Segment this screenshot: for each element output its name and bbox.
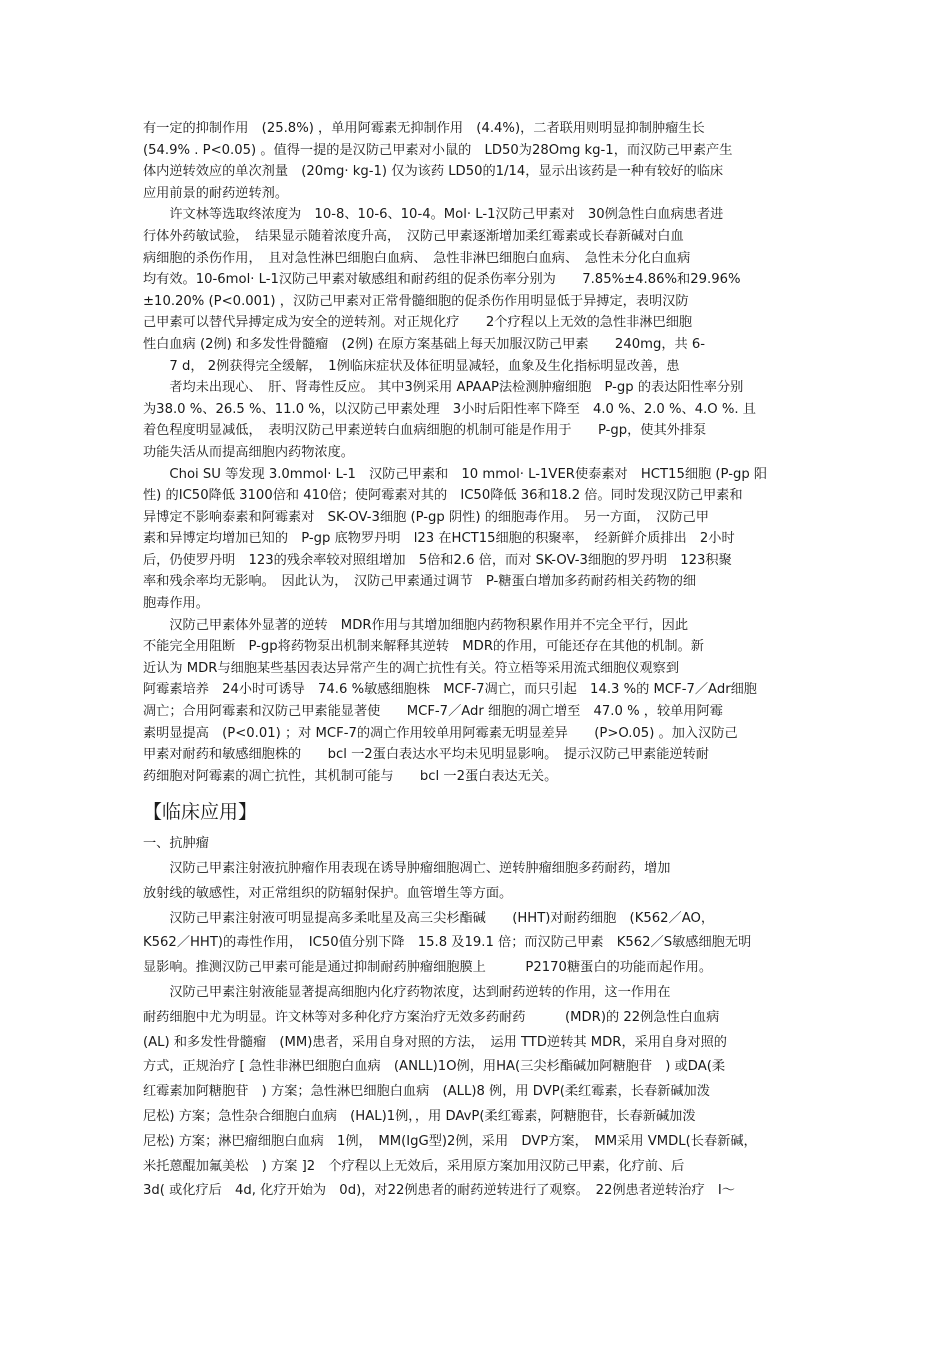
paragraph — [143, 615, 811, 788]
text-line: (54.9% . P<0.05) 。值得一提的是汉防己甲素对小鼠的 LD50为28Omg kg-1，而汉防己甲素产生 — [143, 142, 733, 158]
text-line: 均有效。10-6mol· L-1汉防己甲素对敏感组和耐药组的促杀伤率分别为 7.85%±4.86%和29.96% — [143, 272, 741, 288]
text-line: 米托蒽醌加氟美松 ) 方案 ]2 个疗程以上无效后，采用原方案加用汉防己甲素，化疗前、后 — [143, 1158, 685, 1174]
text-line: ±10.20% (P<0.001) ，汉防己甲素对正常骨髓细胞的促杀伤作用明显低于异搏定，表明汉防 — [143, 293, 689, 309]
text-line: 红霉素加阿糖胞苷 ) 方案；急性淋巴细胞白血病 (ALL)8 例，用 DVP(柔红霉素，长春新碱加泼 — [143, 1084, 710, 1100]
section-heading: 【临床应用】 — [143, 801, 258, 824]
text-line: 素明显提高 (P<0.01) ；对 MCF-7的凋亡作用较单用阿霉素无明显差异 (P>O.05) 。加入汉防己 — [143, 725, 738, 741]
body-section-2 — [143, 857, 811, 1204]
text-line: 近认为 MDR与细胞某些基因表达异常产生的凋亡抗性有关。符立梧等采用流式细胞仪观察到 — [143, 660, 680, 676]
text-line: 率和残余率均无影响。 因此认为， 汉防己甲素通过调节 P-糖蛋白增加多药耐药相关药物的细 — [143, 574, 697, 590]
text-line: 汉防己甲素注射液可明显提高多柔吡星及高三尖杉酯碱 (HHT)对耐药细胞 (K562／AO， — [143, 910, 715, 926]
text-line: 方式，正规治疗 [ 急性非淋巴细胞白血病 (ANLL)1O例，用HA(三尖杉酯碱加阿糖胞苷 ) 或DA(柔 — [143, 1059, 726, 1075]
text-line: 7 d， 2例获得完全缓解， 1例临床症状及体征明显减轻，血象及生化指标明显改善，患 — [143, 358, 680, 374]
paragraph — [143, 118, 811, 204]
text-line: 许文林等选取终浓度为 10-8、10-6、10-4。Mol· L-1汉防己甲素对 30例急性白血病患者进 — [143, 207, 724, 223]
text-line: K562／HHT)的毒性作用， IC50值分别下降 15.8 及19.1 倍；而汉防己甲素 K562／S敏感细胞无明 — [143, 935, 752, 951]
text-line: 尼松) 方案；急性杂合细胞白血病 (HAL)1例，，用 DAvP(柔红霉素，阿糖胞苷，长春新碱加泼 — [143, 1108, 696, 1124]
text-line: 异博定不影响泰素和阿霉素对 SK-OV-3细胞 (P-gp 阴性) 的细胞毒作用。 另一方面， 汉防己甲 — [143, 509, 709, 525]
text-line: 素和异博定均增加已知的 P-gp 底物罗丹明 l23 在HCT15细胞的积聚率， 经新鲜介质排出 2小时 — [143, 531, 735, 547]
text-line: 着色程度明显减低， 表明汉防己甲素逆转白血病细胞的机制可能是作用于 P-gp，使其外排泵 — [143, 423, 707, 439]
text-line: 药细胞对阿霉素的凋亡抗性，其机制可能与 bcl 一2蛋白表达无关。 — [143, 768, 558, 784]
text-line: 阿霉素培养 24小时可诱导 74.6 %敏感细胞株 MCF-7凋亡，而只引起 14.3 %的 MCF-7／Adr细胞 — [143, 682, 757, 698]
paragraph — [143, 981, 811, 1204]
text-line: 性) 的IC50降低 3100倍和 410倍；使阿霉素对其的 IC50降低 36和18.2 倍。同时发现汉防己甲素和 — [143, 488, 743, 504]
text-line: 体内逆转效应的单次剂量 (20mg· kg-1) 仅为该药 LD50的1/14，显示出该药是一种有较好的临床 — [143, 164, 724, 180]
text-line: 为38.0 %、26.5 %、11.0 %，以汉防己甲素处理 3小时后阳性率下降至 4.0 %、2.0 %、4.O %. 且 — [143, 401, 756, 417]
paragraph — [143, 857, 811, 907]
text-line: 放射线的敏感性，对正常组织的防辐射保护。血管增生等方面。 — [143, 885, 513, 901]
text-line: 甲素对耐药和敏感细胞株的 bcl 一2蛋白表达水平均未见明显影响。 提示汉防己甲素能逆转耐 — [143, 747, 709, 763]
body-section-1 — [143, 118, 811, 787]
text-line: 耐药细胞中尤为明显。许文林等对多种化疗方案治疗无效多药耐药 (MDR)的 22例急性白血病 — [143, 1009, 720, 1025]
text-line: 有一定的抑制作用 (25.8%) ，单用阿霉素无抑制作用 (4.4%)，二者联用则明显抑制肿瘤生长 — [143, 121, 705, 136]
text-line: 3d( 或化疗后 4d, 化疗开始为 0d)，对22例患者的耐药逆转进行了观察。 22例患者逆转治疗 I～ — [143, 1183, 735, 1199]
text-line: 汉防己甲素注射液能显著提高细胞内化疗药物浓度，达到耐药逆转的作用，这一作用在 — [143, 984, 671, 1000]
subsection-heading: 一、抗肿瘤 — [143, 836, 209, 852]
text-line: 者均未出现心、 肝、肾毒性反应。 其中3例采用 APAAP法检测肿瘤细胞 P-gp 的表达阳性率分别 — [143, 380, 744, 396]
text-line: 应用前景的耐药逆转剂。 — [143, 185, 289, 201]
paragraph — [143, 907, 811, 981]
text-line: 功能失活从而提高细胞内药物浓度。 — [143, 444, 354, 460]
document-page — [143, 118, 811, 1204]
text-line: (AL) 和多发性骨髓瘤 (MM)患者，采用自身对照的方法， 运用 TTD逆转其 MDR，采用自身对照的 — [143, 1034, 727, 1050]
text-line: Choi SU 等发现 3.0mmol· L-1 汉防己甲素和 10 mmol· L-1VER使泰素对 HCT15细胞 (P-gp 阳 — [143, 466, 768, 482]
text-line: 显影响。推测汉防己甲素可能是通过抑制耐药肿瘤细胞膜上 P2170糖蛋白的功能而起作用。 — [143, 960, 713, 976]
text-line: 不能完全用阻断 P-gp将药物泵出机制来解释其逆转 MDR的作用，可能还存在其他的机制。新 — [143, 639, 704, 655]
text-line: 汉防己甲素体外显著的逆转 MDR作用与其增加细胞内药物积累作用并不完全平行，因此 — [143, 617, 689, 633]
text-line: 后，仍使罗丹明 123的残余率较对照组增加 5倍和2.6 倍，而对 SK-OV-3细胞的罗丹明 123积聚 — [143, 552, 732, 568]
text-line: 尼松) 方案；淋巴瘤细胞白血病 1例， MM(IgG型)2例，采用 DVP方案， MM采用 VMDL(长春新碱， — [143, 1133, 757, 1149]
paragraph — [143, 464, 811, 615]
text-line: 己甲素可以替代异搏定成为安全的逆转剂。对正规化疗 2个疗程以上无效的急性非淋巴细胞 — [143, 315, 693, 331]
text-line: 性白血病 (2例) 和多发性骨髓瘤 (2例) 在原方案基础上每天加服汉防己甲素 240mg，共 6- — [143, 336, 706, 352]
paragraph — [143, 204, 811, 463]
text-line: 凋亡；合用阿霉素和汉防己甲素能显著使 MCF-7／Adr 细胞的凋亡增至 47.0 % ，较单用阿霉 — [143, 704, 723, 720]
text-line: 汉防己甲素注射液抗肿瘤作用表现在诱导肿瘤细胞凋亡、逆转肿瘤细胞多药耐药，增加 — [143, 861, 671, 876]
text-line: 病细胞的杀伤作用， 且对急性淋巴细胞白血病、 急性非淋巴细胞白血病、 急性未分化白血病 — [143, 250, 691, 266]
text-line: 胞毒作用。 — [143, 596, 209, 612]
text-line: 行体外药敏试验， 结果显示随着浓度升高， 汉防己甲素逐渐增加柔红霉素或长春新碱对白血 — [143, 228, 684, 244]
